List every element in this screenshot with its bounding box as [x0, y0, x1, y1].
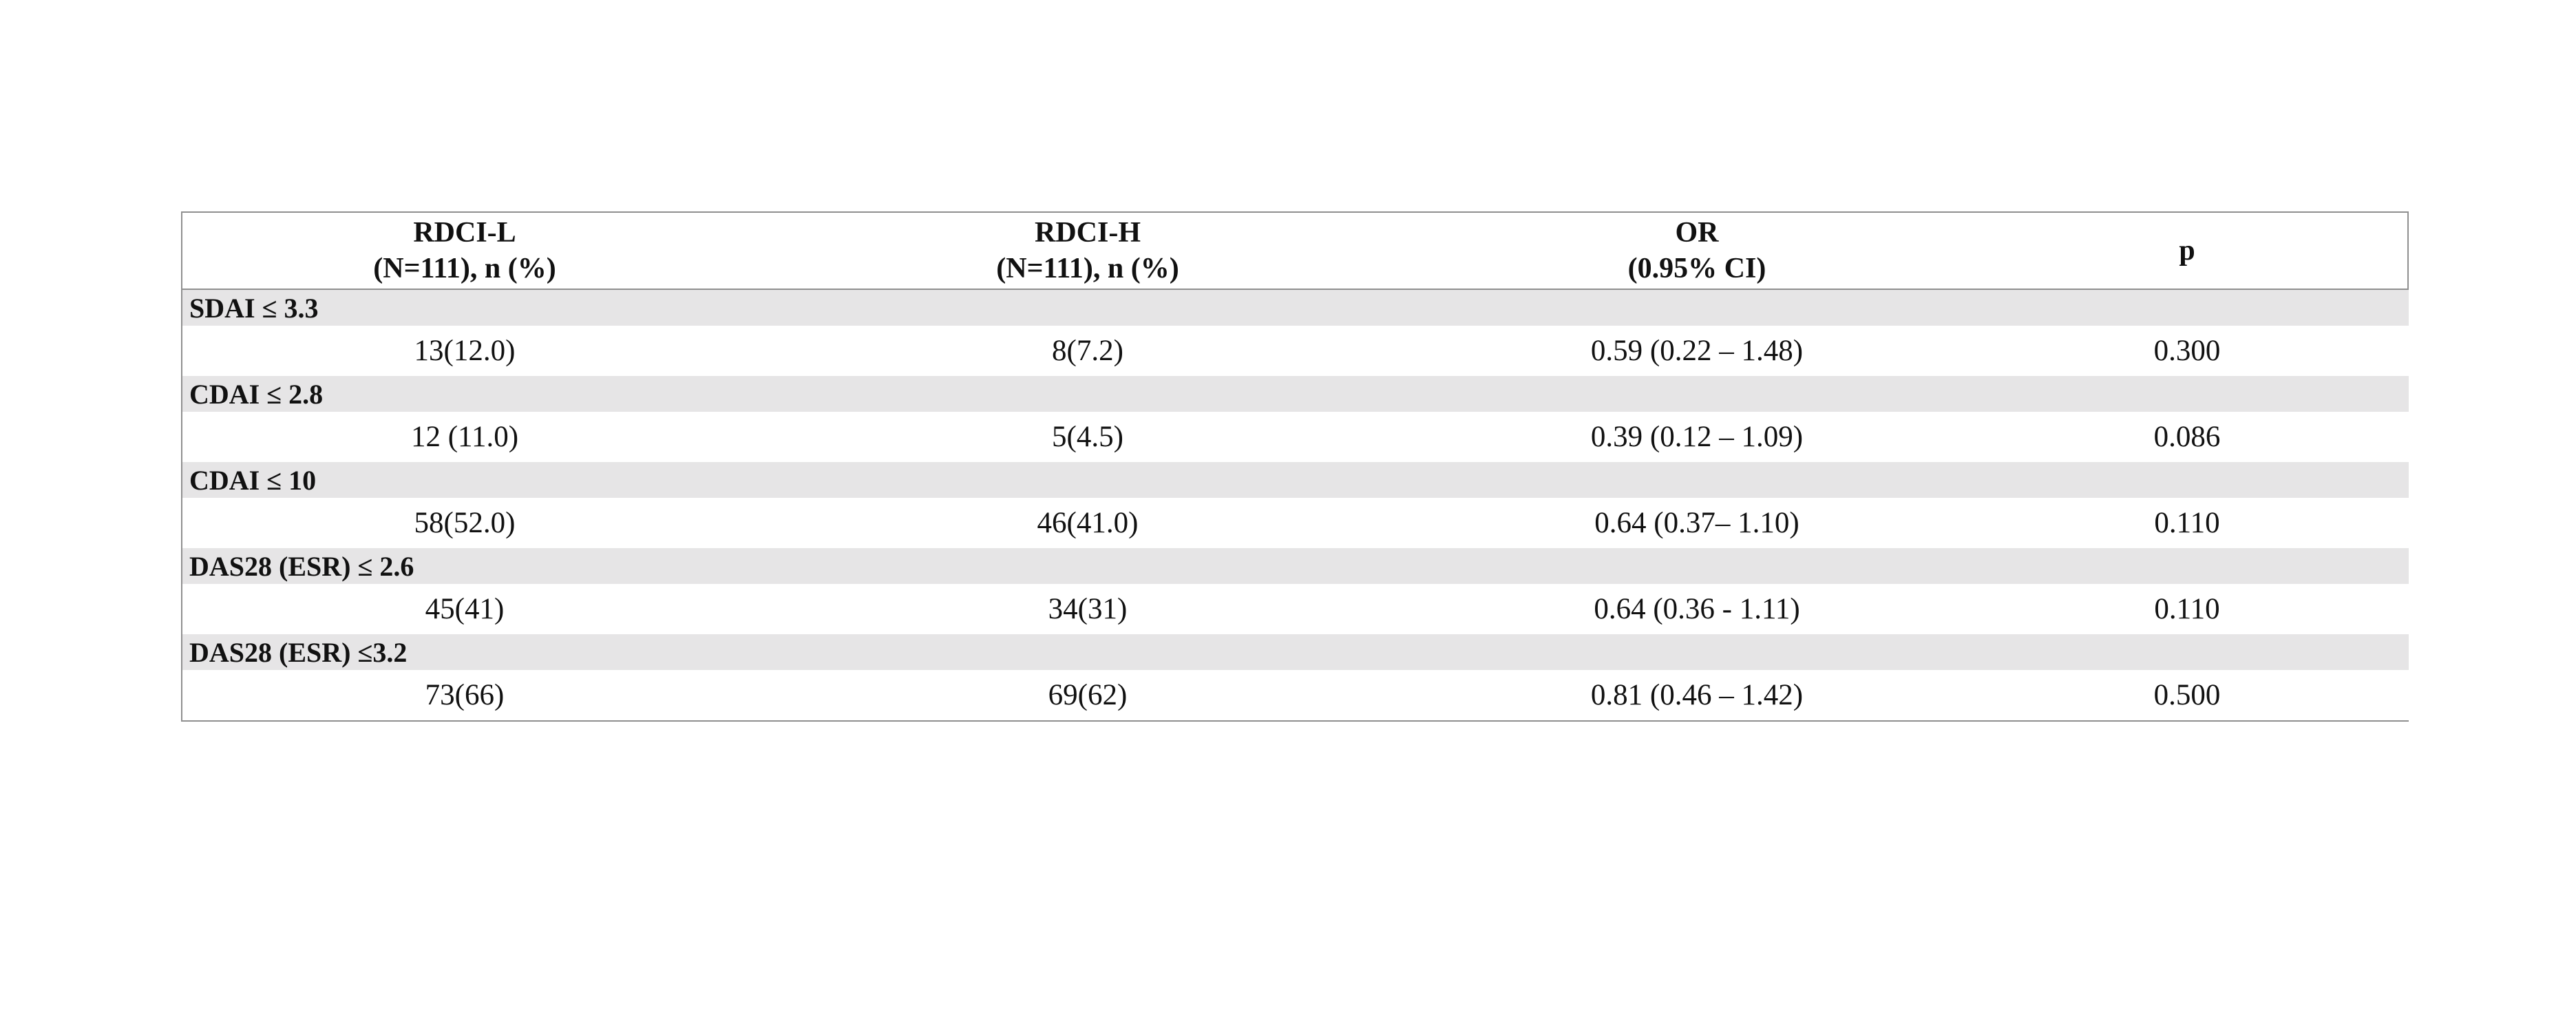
cell-rdci-l: 45(41): [182, 584, 747, 634]
cell-or: 0.81 (0.46 – 1.42): [1428, 670, 1965, 720]
cell-rdci-l: 13(12.0): [182, 326, 747, 376]
cell-p: 0.500: [1965, 670, 2409, 720]
table-row: [182, 670, 2409, 720]
group-label: DAS28 (ESR) ≤3.2: [182, 634, 2409, 670]
header-rdci-h-title: RDCI-H: [1035, 217, 1141, 249]
cell-or: 0.64 (0.37– 1.10): [1428, 498, 1965, 548]
cell-or: 0.39 (0.12 – 1.09): [1428, 412, 1965, 462]
cell-rdci-l: 73(66): [182, 670, 747, 720]
cell-rdci-h: 5(4.5): [747, 412, 1428, 462]
group-label: SDAI ≤ 3.3: [182, 289, 2409, 326]
header-rdci-l-title: RDCI-L: [413, 217, 516, 249]
header-or-subtitle: (0.95% CI): [1627, 253, 1766, 284]
cell-p: 0.110: [1965, 498, 2409, 548]
cell-or: 0.64 (0.36 - 1.11): [1428, 584, 1965, 634]
results-table: [181, 211, 2409, 722]
cell-rdci-h: 69(62): [747, 670, 1428, 720]
group-row: [182, 548, 2409, 584]
table-row: [182, 498, 2409, 548]
group-label: DAS28 (ESR) ≤ 2.6: [182, 548, 2409, 584]
group-row: [182, 634, 2409, 670]
cell-rdci-h: 46(41.0): [747, 498, 1428, 548]
cell-p: 0.300: [1965, 326, 2409, 376]
cell-p: 0.086: [1965, 412, 2409, 462]
header-rdci-h: [747, 213, 1428, 289]
group-row: [182, 462, 2409, 498]
header-rdci-h-subtitle: (N=111), n (%): [996, 253, 1179, 284]
table-row: [182, 326, 2409, 376]
group-row: [182, 376, 2409, 412]
cell-or: 0.59 (0.22 – 1.48): [1428, 326, 1965, 376]
results-table-grid: [182, 213, 2409, 720]
group-label: CDAI ≤ 2.8: [182, 376, 2409, 412]
header-p: [1965, 213, 2409, 289]
header-or-title: OR: [1675, 217, 1719, 249]
header-or: [1428, 213, 1965, 289]
header-p-title: p: [2179, 235, 2195, 266]
cell-rdci-h: 8(7.2): [747, 326, 1428, 376]
cell-p: 0.110: [1965, 584, 2409, 634]
group-label: CDAI ≤ 10: [182, 462, 2409, 498]
table-row: [182, 584, 2409, 634]
cell-rdci-l: 12 (11.0): [182, 412, 747, 462]
header-rdci-l: [182, 213, 747, 289]
header-row: [182, 213, 2409, 289]
table-row: [182, 412, 2409, 462]
header-rdci-l-subtitle: (N=111), n (%): [373, 253, 556, 284]
group-row: [182, 289, 2409, 326]
cell-rdci-l: 58(52.0): [182, 498, 747, 548]
cell-rdci-h: 34(31): [747, 584, 1428, 634]
